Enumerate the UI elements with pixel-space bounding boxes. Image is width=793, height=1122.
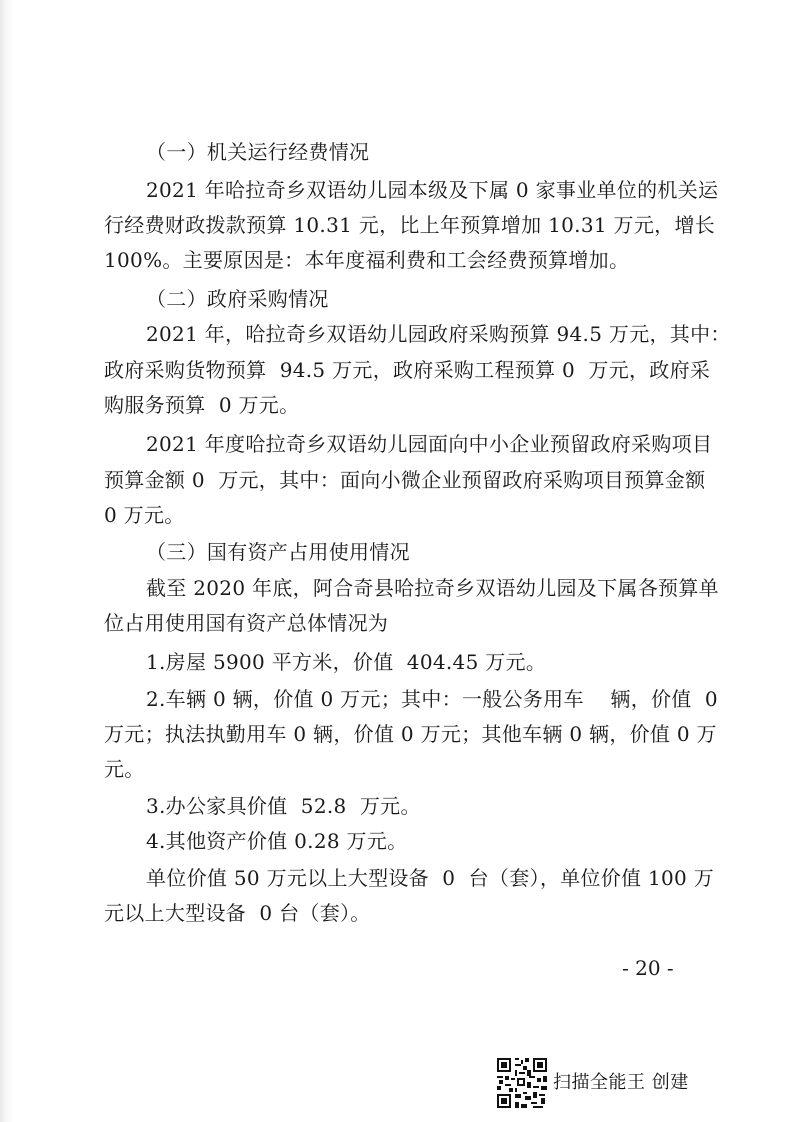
section-1-line-1: 2021 年哈拉奇乡双语幼儿园本级及下属 0 家事业单位的机关运 <box>146 178 719 202</box>
scanner-watermark <box>497 1058 727 1110</box>
section-3-item-1: 1.房屋 5900 平方米，价值 404.45 万元。 <box>146 650 547 674</box>
section-3-closing-line-2: 元以上大型设备 0 台（套）。 <box>104 901 371 925</box>
section-2-heading: （二）政府采购情况 <box>146 287 329 311</box>
section-1-line-3: 100%。主要原因是：本年度福利费和工会经费预算增加。 <box>104 248 630 272</box>
section-3-item-4: 4.其他资产价值 0.28 万元。 <box>146 829 408 853</box>
section-3-heading: （三）国有资产占用使用情况 <box>146 540 410 564</box>
section-3-intro-line-1: 截至 2020 年底，阿合奇县哈拉奇乡双语幼儿园及下属各预算单 <box>146 576 719 600</box>
section-2-para-1-line-3: 购服务预算 0 万元。 <box>104 393 300 417</box>
section-3-intro-line-2: 位占用使用国有资产总体情况为 <box>104 611 389 635</box>
section-3-item-2-line-3: 元。 <box>104 757 145 781</box>
page-number: - 20 - <box>622 956 674 980</box>
section-3-closing-line-1: 单位价值 50 万元以上大型设备 0 台（套），单位价值 100 万 <box>146 866 715 890</box>
section-3-item-2-line-2: 万元；执法执勤用车 0 辆，价值 0 万元；其他车辆 0 辆，价值 0 万 <box>104 722 717 746</box>
section-2-para-2-line-3: 0 万元。 <box>104 503 185 527</box>
section-2-para-1-line-2: 政府采购货物预算 94.5 万元，政府采购工程预算 0 万元，政府采 <box>104 358 711 382</box>
section-2-para-2-line-1: 2021 年度哈拉奇乡双语幼儿园面向中小企业预留政府采购项目 <box>146 432 713 456</box>
section-3-item-3: 3.办公家具价值 52.8 万元。 <box>146 794 421 818</box>
section-2-para-1-line-1: 2021 年，哈拉奇乡双语幼儿园政府采购预算 94.5 万元，其中： <box>146 322 731 346</box>
section-2-para-2-line-2: 预算金额 0 万元，其中：面向小微企业预留政府采购项目预算金额 <box>104 468 706 492</box>
scanner-label: 扫描全能王 创建 <box>553 1072 689 1093</box>
section-1-heading: （一）机关运行经费情况 <box>146 140 370 164</box>
section-1-line-2: 行经费财政拨款预算 10.31 元，比上年预算增加 10.31 万元，增长 <box>104 213 716 237</box>
qr-code-icon <box>497 1058 547 1108</box>
section-3-item-2-line-1: 2.车辆 0 辆，价值 0 万元；其中：一般公务用车 辆，价值 0 <box>146 687 718 711</box>
